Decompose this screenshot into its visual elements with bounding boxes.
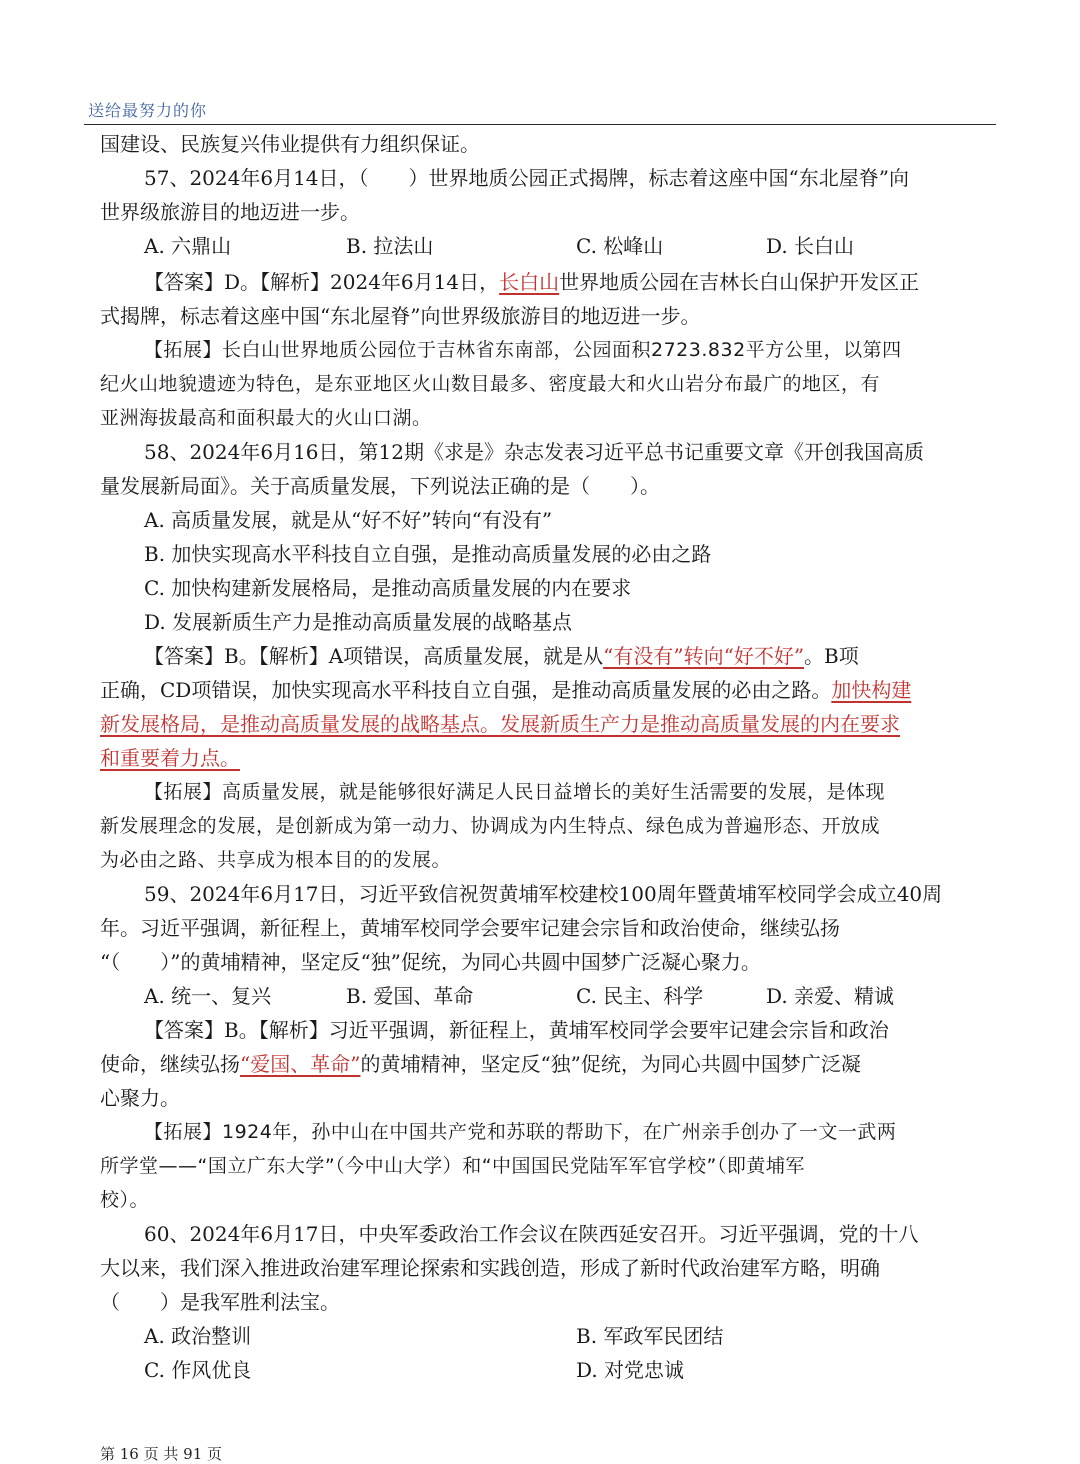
option-a: A. 六鼎山 (144, 234, 232, 258)
option-c: C. 民主、科学 (576, 984, 704, 1008)
answer-58-cont (100, 676, 911, 704)
extension-58-cont: 为必由之路、共享成为根本目的的发展。 (100, 849, 452, 871)
answer-highlight: “爱国、革命” (240, 1052, 361, 1076)
extension-57: 【拓展】长白山世界地质公园位于吉林省东南部，公园面积2723.832平方公里，以第四 (144, 339, 902, 361)
question-60-cont: 大以来，我们深入推进政治建军理论探索和实践创造，形成了新时代政治建军方略，明确 (100, 1256, 880, 1280)
answer-text: 【答案】B。【解析】A项错误，高质量发展，就是从 (144, 644, 604, 668)
question-60-options (100, 1322, 980, 1350)
page-header (84, 94, 996, 125)
answer-text: 世界地质公园在吉林长白山保护开发区正 (559, 270, 920, 294)
answer-highlight: “有没有”转向“好不好” (603, 644, 805, 668)
option-a: A. 高质量发展，就是从“好不好”转向“有没有” (144, 508, 553, 532)
extension-57-cont: 亚洲海拔最高和面积最大的火山口湖。 (100, 407, 432, 429)
option-c: C. 作风优良 (144, 1358, 252, 1382)
extension-59: 【拓展】1924年，孙中山在中国共产党和苏联的帮助下，在广州亲手创办了一文一武两 (144, 1121, 897, 1143)
header-title: 送给最努力的你 (88, 101, 208, 120)
question-59: 59、2024年6月17日，习近平致信祝贺黄埔军校建校100周年暨黄埔军校同学会成立40周 (144, 882, 943, 906)
question-59-cont: “（ ）”的黄埔精神，坚定反“独”促统，为同心共圆中国梦广泛凝心聚力。 (100, 950, 761, 974)
page-number: 第 16 页 共 91 页 (100, 1445, 223, 1463)
option-d: D. 对党忠诚 (576, 1358, 685, 1382)
answer-text: 的黄埔精神，坚定反“独”促统，为同心共圆中国梦广泛凝 (360, 1052, 861, 1076)
question-57: 57、2024年6月14日，（ ）世界地质公园正式揭牌，标志着这座中国“东北屋脊”向 (144, 166, 909, 190)
option-c: C. 松峰山 (576, 234, 664, 258)
answer-highlight: 加快构建 (831, 678, 912, 702)
option-a: A. 统一、复兴 (144, 984, 272, 1008)
extension-59-cont: 所学堂——“国立广东大学”（今中山大学）和“中国国民党陆军军官学校”（即黄埔军 (100, 1155, 805, 1177)
question-59-options (100, 982, 980, 1010)
answer-59: 【答案】B。【解析】习近平强调，新征程上，黄埔军校同学会要牢记建会宗旨和政治 (144, 1018, 889, 1042)
question-58-cont: 量发展新局面》。关于高质量发展，下列说法正确的是（ ）。 (100, 474, 660, 498)
answer-59-cont (100, 1050, 861, 1078)
option-b: B. 军政军民团结 (576, 1324, 724, 1348)
extension-57-cont: 纪火山地貌遗迹为特色，是东亚地区火山数目最多、密度最大和火山岩分布最广的地区，有 (100, 373, 881, 395)
question-57-options (100, 232, 980, 260)
answer-text: 【答案】D。【解析】2024年6月14日， (144, 270, 500, 294)
option-b: B. 爱国、革命 (346, 984, 474, 1008)
answer-highlight: 和重要着力点。 (100, 746, 240, 770)
question-60-options (100, 1356, 980, 1384)
question-59-cont: 年。习近平强调，新征程上，黄埔军校同学会要牢记建会宗旨和政治使命，继续弘扬 (100, 916, 840, 940)
option-d: D. 发展新质生产力是推动高质量发展的战略基点 (144, 610, 573, 634)
extension-58: 【拓展】高质量发展，就是能够很好满足人民日益增长的美好生活需要的发展，是体现 (144, 781, 886, 803)
option-d: D. 亲爱、精诚 (766, 984, 895, 1008)
option-b: B. 拉法山 (346, 234, 434, 258)
option-c: C. 加快构建新发展格局，是推动高质量发展的内在要求 (144, 576, 632, 600)
option-a: A. 政治整训 (144, 1324, 252, 1348)
answer-highlight: 长白山 (499, 270, 560, 294)
answer-text: 正确，CD项错误，加快实现高水平科技自立自强，是推动高质量发展的必由之路。 (100, 678, 832, 702)
answer-text: 。B项 (804, 644, 859, 668)
answer-59-cont: 心聚力。 (100, 1086, 180, 1110)
answer-text: 使命，继续弘扬 (100, 1052, 240, 1076)
option-d: D. 长白山 (766, 234, 855, 258)
question-57-cont: 世界级旅游目的地迈进一步。 (100, 200, 360, 224)
question-60-cont: （ ）是我军胜利法宝。 (100, 1290, 340, 1314)
text-line: 国建设、民族复兴伟业提供有力组织保证。 (100, 132, 480, 156)
answer-58 (144, 642, 859, 670)
extension-58-cont: 新发展理念的发展，是创新成为第一动力、协调成为内生特点、绿色成为普遍形态、开放成 (100, 815, 881, 837)
question-60: 60、2024年6月17日，中央军委政治工作会议在陕西延安召开。习近平强调，党的十八 (144, 1222, 919, 1246)
option-b: B. 加快实现高水平科技自立自强，是推动高质量发展的必由之路 (144, 542, 712, 566)
answer-highlight: 新发展格局，是推动高质量发展的战略基点。发展新质生产力是推动高质量发展的内在要求 (100, 712, 900, 736)
answer-57 (144, 268, 919, 296)
answer-57-cont: 式揭牌，标志着这座中国“东北屋脊”向世界级旅游目的地迈进一步。 (100, 304, 701, 328)
question-58: 58、2024年6月16日，第12期《求是》杂志发表习近平总书记重要文章《开创我国高质 (144, 440, 924, 464)
extension-59-cont: 校）。 (100, 1189, 150, 1211)
